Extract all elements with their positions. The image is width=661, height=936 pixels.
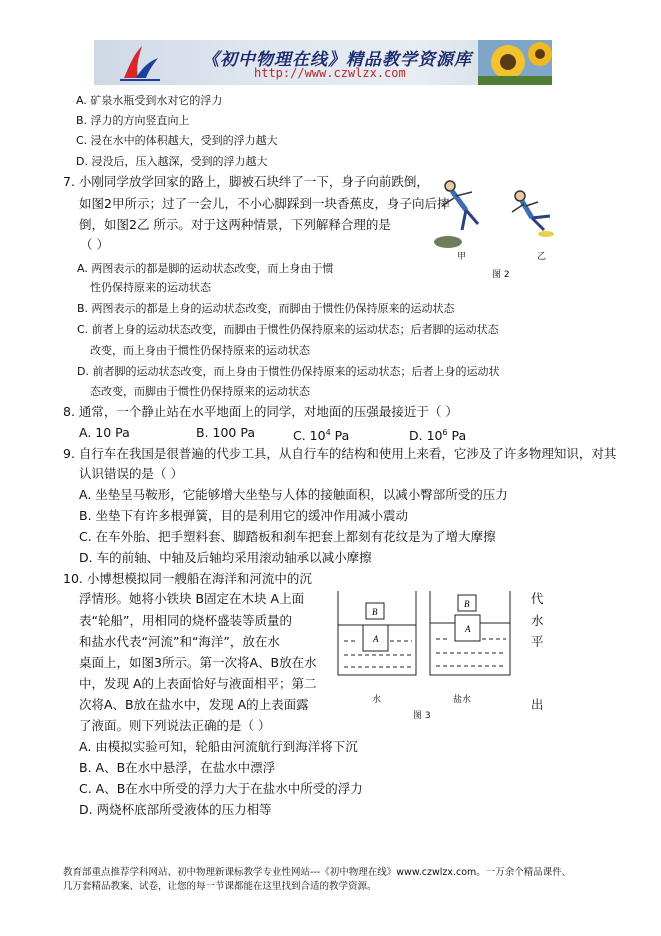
q8-stem: 8. 通常，一个静止站在水平地面上的同学，对地面的压强最接近于（ ） xyxy=(63,404,458,419)
footer-line2: 几万套精品教案、试卷，让您的每一节课都能在这里找到合适的教学资源。 xyxy=(63,881,377,892)
figure-2-rock xyxy=(434,236,462,248)
q9-option-a: A. 坐垫呈马鞍形，它能够增大坐垫与人体的接触面积，以减小臀部所受的压力 xyxy=(79,487,508,502)
sunflower-icon xyxy=(478,40,552,85)
q9-stem-line2: 认识错误的是（ ） xyxy=(79,466,183,481)
q8-option-b: B. 100 Pa xyxy=(196,425,255,440)
q10-option-d: D. 两烧杯底部所受液体的压力相等 xyxy=(79,802,272,817)
q9-option-c: C. 在车外胎、把手塑料套、脚踏板和刹车把套上都刻有花纹是为了增大摩擦 xyxy=(79,529,496,544)
q10-option-a: A. 由模拟实验可知，轮船由河流航行到海洋将下沉 xyxy=(79,739,358,754)
q6-option-c: C. 浸在水中的体积越大，受到的浮力越大 xyxy=(76,134,278,147)
figure-2-illustration xyxy=(428,172,568,262)
q10-option-c: C. A、B在水中所受的浮力大于在盐水中所受的浮力 xyxy=(79,781,363,796)
q7-answer-blank: （ ） xyxy=(80,237,109,252)
q9-option-b: B. 坐垫下有许多根弹簧，目的是利用它的缓冲作用减小震动 xyxy=(79,508,409,523)
figure-3-block-a-right: A xyxy=(465,624,471,634)
q7-option-a-cont: 性仍保持原来的运动状态 xyxy=(90,281,211,294)
q10-stem-line2: 浮情形。她将小铁块 B固定在木块 A上面 xyxy=(79,591,305,606)
q10-stem-right1: 代 xyxy=(531,591,544,606)
figure-2-slipping-person xyxy=(512,191,550,230)
q8-option-d: D. $10^6$ Pa xyxy=(409,428,467,444)
q10-stem-right3: 平 xyxy=(531,634,544,649)
figure-3-block-a-left: A xyxy=(373,634,379,644)
q7-option-c-cont: 改变，而上身由于惯性仍保持原来的运动状态 xyxy=(90,344,310,357)
q10-stem-line4: 和盐水代表“河流”和“海洋”，放在水 xyxy=(79,634,280,649)
figure-2-banana-peel xyxy=(538,231,554,237)
q7-option-a: A. 两图表示的都是脚的运动状态改变，而上身由于惯 xyxy=(77,262,334,275)
q10-stem-right2: 水 xyxy=(531,613,544,628)
figure-2-label-jia: 甲 xyxy=(457,252,467,262)
figure-3-block-b-right: B xyxy=(464,599,470,609)
q7-option-d: D. 前者脚的运动状态改变，而上身由于惯性仍保持原来的运动状态；后者上身的运动状 xyxy=(77,365,500,378)
q7-option-b: B. 两图表示的都是上身的运动状态改变，而脚由于惯性仍保持原来的运动状态 xyxy=(77,302,455,315)
q6-option-a: A. 矿泉水瓶受到水对它的浮力 xyxy=(76,94,223,107)
figure-3-label-water: 水 xyxy=(372,695,382,705)
q10-stem-line1: 10. 小博想模拟同一艘船在海洋和河流中的沉 xyxy=(63,571,312,586)
figure-2-tripping-person xyxy=(442,181,478,230)
q7-option-d-cont: 态改变，而脚由于惯性仍保持原来的运动状态 xyxy=(90,385,310,398)
q10-stem-line6: 中，发现 A的上表面恰好与液面相平；第二 xyxy=(79,676,317,691)
q6-option-d: D. 浸没后，压入越深，受到的浮力越大 xyxy=(76,155,268,168)
q10-option-b: B. A、B在水中悬浮，在盐水中漂浮 xyxy=(79,760,276,775)
figure-2-label-yi: 乙 xyxy=(537,252,547,262)
q6-option-b: B. 浮力的方向竖直向上 xyxy=(76,114,190,127)
q8-option-a: A. 10 Pa xyxy=(79,425,130,440)
figure-3-water-beaker xyxy=(338,591,416,675)
figure-2-caption: 图 2 xyxy=(492,270,510,280)
q10-stem-line5: 桌面上，如图3所示。第一次将A、B放在水 xyxy=(79,655,317,670)
footer-line1: 教育部重点推荐学科网站、初中物理新课标教学专业性网站---《初中物理在线》www.czwlzx.com。一万余个精品课件、 xyxy=(63,867,572,878)
q10-stem-line7: 次将A、B放在盐水中，发现 A的上表面露 xyxy=(79,697,309,712)
q7-stem-line2: 如图2甲所示；过了一会儿，不小心脚踩到一块香蕉皮，身子向后摔 xyxy=(79,196,450,211)
q9-option-d: D. 车的前轴、中轴及后轴均采用滚动轴承以减小摩擦 xyxy=(79,550,372,565)
q8-option-c: C. $10^4$ Pa xyxy=(293,428,350,444)
q9-stem-line1: 9. 自行车在我国是很普遍的代步工具，从自行车的结构和使用上来看，它涉及了许多物理知识，对其 xyxy=(63,446,617,461)
q10-stem-right4: 出 xyxy=(531,697,544,712)
figure-3-label-saltwater: 盐水 xyxy=(453,695,472,705)
site-logo-icon xyxy=(116,44,164,82)
q10-stem-line8: 了液面。则下列说法正确的是（ ） xyxy=(79,718,271,733)
figure-3-illustration xyxy=(336,589,514,689)
q7-stem-line1: 7. 小刚同学放学回家的路上，脚被石块绊了一下，身子向前跌倒， xyxy=(63,174,429,189)
q7-stem-line3: 倒，如图2乙 所示。对于这两种情景，下列解释合理的是 xyxy=(79,217,391,232)
q10-stem-line3: 表“轮船”，用相同的烧杯盛装等质量的 xyxy=(79,613,292,628)
banner-url[interactable]: http://www.czwlzx.com xyxy=(254,66,406,80)
q7-option-c: C. 前者上身的运动状态改变，而脚由于惯性仍保持原来的运动状态；后者脚的运动状态 xyxy=(77,323,499,336)
header-banner xyxy=(94,40,552,85)
figure-3-caption: 图 3 xyxy=(413,711,431,721)
banner-title: 《初中物理在线》精品教学资源库 xyxy=(202,50,472,70)
figure-3-block-b-left: B xyxy=(372,607,378,617)
